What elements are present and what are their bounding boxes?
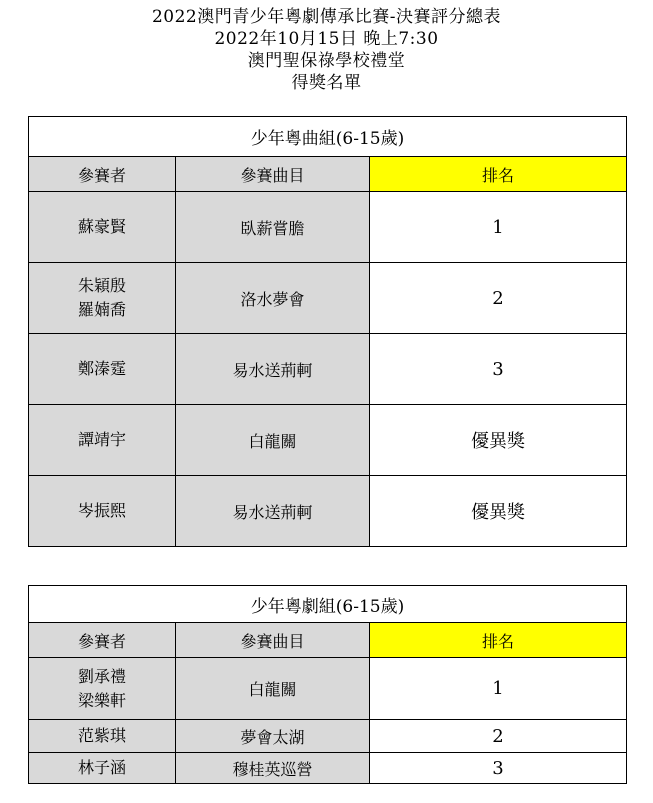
event-venue: 澳門聖保祿學校禮堂 — [247, 51, 406, 71]
table-row — [29, 192, 627, 263]
table-title: 少年粵劇組(6-15歲) — [29, 586, 627, 623]
piece-title: 易水送荊軻 — [176, 476, 370, 547]
participant-names — [29, 192, 176, 263]
table-row — [29, 263, 627, 334]
participant-names — [29, 263, 176, 334]
rank-value: 2 — [370, 720, 627, 753]
participant-name: 蘇豪賢 — [77, 217, 126, 236]
participant-name: 劉承禮 — [77, 666, 126, 686]
header-piece: 參賽曲目 — [176, 157, 370, 192]
participant-name: 朱穎殷 — [77, 276, 126, 295]
table-row — [29, 334, 627, 405]
piece-title: 臥薪嘗膽 — [176, 192, 370, 263]
header-rank: 排名 — [370, 623, 627, 658]
header-participant: 參賽者 — [29, 157, 176, 192]
document-header — [0, 6, 653, 94]
participant-name: 鄭溱霆 — [77, 359, 126, 378]
participant-name: 林子涵 — [77, 758, 126, 777]
list-title: 得獎名單 — [291, 73, 362, 93]
results-table-cantonese-song — [28, 116, 627, 547]
piece-title: 夢會太湖 — [176, 720, 370, 753]
table-title: 少年粵曲組(6-15歲) — [29, 117, 627, 157]
header-rank: 排名 — [370, 157, 627, 192]
table-row — [29, 476, 627, 547]
table-row — [29, 658, 627, 720]
piece-title: 穆桂英巡營 — [176, 753, 370, 784]
header-piece: 參賽曲目 — [176, 623, 370, 658]
results-table-cantonese-opera — [28, 585, 627, 784]
participant-names — [29, 476, 176, 547]
rank-value: 3 — [370, 334, 627, 405]
event-datetime: 2022年10月15日 晚上7:30 — [214, 29, 439, 49]
piece-title: 易水送荊軻 — [176, 334, 370, 405]
participant-name: 范紫琪 — [77, 726, 126, 745]
table-row — [29, 405, 627, 476]
participant-names — [29, 334, 176, 405]
competition-title: 2022澳門青少年粵劇傳承比賽-決賽評分總表 — [151, 7, 501, 27]
participant-name: 譚靖宇 — [77, 430, 126, 449]
participant-names — [29, 720, 176, 753]
rank-value: 1 — [370, 658, 627, 720]
table-header-row — [29, 623, 627, 658]
participant-name: 羅婻喬 — [77, 300, 126, 319]
rank-value: 3 — [370, 753, 627, 784]
table-row — [29, 720, 627, 753]
table-header-row — [29, 157, 627, 192]
table-row — [29, 753, 627, 784]
rank-value: 優異獎 — [370, 476, 627, 547]
participant-name: 岑振熙 — [77, 501, 126, 520]
rank-value: 2 — [370, 263, 627, 334]
participant-names — [29, 658, 176, 720]
piece-title: 洛水夢會 — [176, 263, 370, 334]
piece-title: 白龍關 — [176, 658, 370, 720]
participant-names — [29, 753, 176, 784]
participant-name: 梁樂軒 — [77, 690, 126, 710]
rank-value: 1 — [370, 192, 627, 263]
rank-value: 優異獎 — [370, 405, 627, 476]
header-participant: 參賽者 — [29, 623, 176, 658]
piece-title: 白龍關 — [176, 405, 370, 476]
participant-names — [29, 405, 176, 476]
